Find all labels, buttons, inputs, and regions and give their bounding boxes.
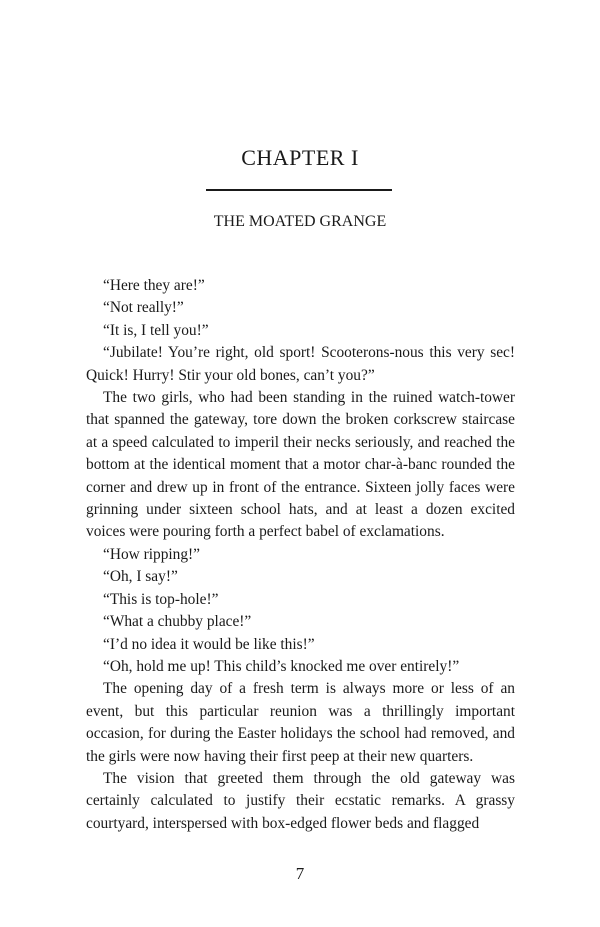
- paragraph: The two girls, who had been standing in the ruined watch-tower that spanned the gateway, tore down the broken corkscrew staircase at a speed calculated to imperil their necks seriously, and reached the bottom at the identical moment that a motor char-à-banc rounded the corner and drew up in front of the entrance. Sixteen jolly faces were grinning under sixteen school hats, and at least a dozen excited voices were pouring forth a perfect babel of exclamations.: [86, 389, 515, 541]
- page-number: 7: [295, 864, 305, 883]
- chapter-subtitle: THE MOATED GRANGE: [213, 213, 387, 230]
- paragraph: “Oh, I say!”: [103, 568, 178, 586]
- body-text: [86, 275, 515, 835]
- paragraph: “Here they are!”: [103, 277, 205, 294]
- paragraph: “What a chubby place!”: [103, 613, 252, 631]
- paragraph: “Oh, hold me up! This child’s knocked me over entirely!”: [103, 657, 460, 675]
- chapter-rule: [206, 189, 392, 191]
- paragraph: “This is top-hole!”: [103, 590, 219, 608]
- paragraph: The vision that greeted them through the old gateway was certainly calculated to justify their ecstatic remarks. A grassy courtyard, interspersed with box-edged flower beds and flagged: [86, 769, 515, 832]
- paragraph: “Not really!”: [103, 299, 184, 317]
- paragraph: “Jubilate! You’re right, old sport! Scooterons-nous this very sec! Quick! Hurry! Stir your old bones, can’t you?”: [86, 344, 515, 384]
- paragraph: “How ripping!”: [103, 545, 201, 563]
- paragraph: “It is, I tell you!”: [103, 321, 209, 339]
- chapter-title: CHAPTER I: [241, 145, 359, 170]
- paragraph: “I’d no idea it would be like this!”: [103, 635, 315, 653]
- paragraph: The opening day of a fresh term is always more or less of an event, but this particular reunion was a thrillingly important occasion, for during the Easter holidays the school had removed, and the girls were now having their first peep at their new quarters.: [86, 680, 515, 765]
